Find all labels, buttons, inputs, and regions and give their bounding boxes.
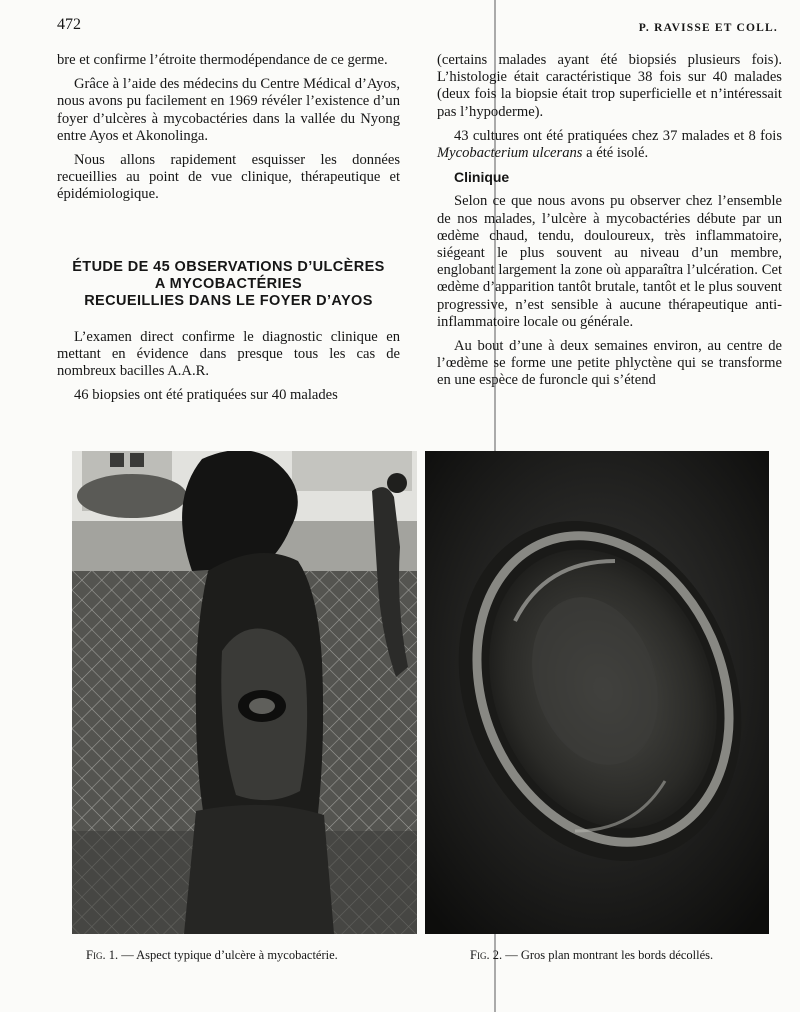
right-paragraph-1: (certains malades ayant été biopsiés plusieurs fois). L’histologie était caractéristique 38 fois sur 40 malades (deux fois la biopsie était trop superficielle et n’intéressait pas l’hypoderme). bbox=[437, 52, 782, 120]
section-title bbox=[57, 259, 400, 310]
left-paragraph-1: bre et confirme l’étroite thermodépendance de ce germe. bbox=[57, 52, 388, 68]
left-paragraph-2: Grâce à l’aide des médecins du Centre Médical d’Ayos, nous avons pu facilement en 1969 révéler l’existence d’un foyer d’ulcères à mycobactéries dans la vallée du Nyong entre Ayos et Akonolinga. bbox=[57, 76, 400, 144]
section-paragraph-2: 46 biopsies ont été pratiquées sur 40 malades bbox=[74, 386, 338, 403]
figure-2-caption bbox=[470, 948, 713, 963]
figure-1-photo bbox=[72, 451, 417, 934]
figure-1-caption-text: — Aspect typique d’ulcère à mycobactérie. bbox=[118, 948, 338, 962]
right-paragraph-3: Selon ce que nous avons pu observer chez l’ensemble de nos malades, l’ulcère à mycobactéries débute par un œdème chaud, tendu, douloureux, très inflammatoire, siégeant le plus souvent au niveau d’un membre, englobant largement la zone où apparaîtra l’ulcération. Cet œdème d’apparition tantôt brutale, tantôt et le plus souvent progressive, n’est sensible à aucune thérapeutique anti-inflammatoire locale ou générale. bbox=[437, 193, 782, 330]
figure-2-label: Fig. 2. bbox=[470, 948, 503, 962]
section-title-line-1: ÉTUDE DE 45 OBSERVATIONS D’ULCÈRES bbox=[72, 259, 385, 275]
species-name: Mycobacterium ulcerans bbox=[437, 145, 583, 162]
left-column bbox=[57, 52, 400, 211]
figure-1-caption bbox=[86, 948, 338, 963]
section-paragraph-1: L’examen direct confirme le diagnostic clinique en mettant en évidence dans presque tous les cas de nombreux bacilles A.A.R. bbox=[57, 329, 400, 380]
page-number: 472 bbox=[57, 16, 81, 33]
figure-1-illustration bbox=[72, 451, 417, 934]
right-column bbox=[437, 52, 782, 397]
subheading-clinique: Clinique bbox=[454, 169, 510, 186]
right-paragraph-2-start: 43 cultures ont été pratiquées chez 37 malades et 8 fois bbox=[454, 127, 782, 144]
section-body bbox=[57, 329, 400, 410]
running-header-author: P. RAVISSE ET COLL. bbox=[638, 22, 778, 34]
figure-2-photo bbox=[425, 451, 769, 934]
right-paragraph-2 bbox=[437, 128, 782, 162]
section-title-line-2: A MYCOBACTÉRIES bbox=[154, 276, 303, 292]
right-paragraph-4: Au bout d’une à deux semaines environ, au centre de l’œdème se forme une petite phlyctène qui se transforme en une espèce de furoncle qui s’étend bbox=[437, 338, 782, 389]
figure-2-illustration bbox=[425, 451, 769, 934]
left-paragraph-3: Nous allons rapidement esquisser les données recueillies au point de vue clinique, thérapeutique et épidémiologique. bbox=[57, 152, 400, 203]
right-paragraph-2-end: a été isolé. bbox=[582, 145, 649, 162]
figure-2-caption-text: — Gros plan montrant les bords décollés. bbox=[502, 948, 714, 962]
figure-1-label: Fig. 1. bbox=[86, 948, 119, 962]
section-title-line-3: RECUEILLIES DANS LE FOYER D’AYOS bbox=[84, 293, 373, 309]
